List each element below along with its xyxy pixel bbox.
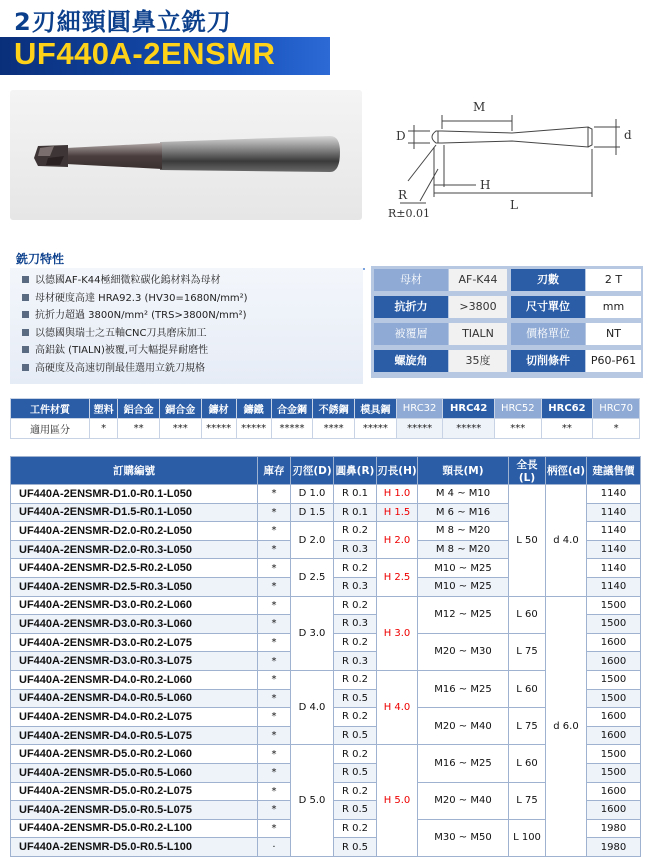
stock-cell: * — [258, 596, 291, 615]
radius-cell: R 0.3 — [334, 615, 377, 634]
overall-length-cell: L 60 — [509, 745, 546, 782]
neck-length-cell: M16 ~ M25 — [418, 745, 509, 782]
product-code: UF440A-2ENSMR-D5.0-R0.2-L060 — [11, 745, 258, 764]
product-code: UF440A-2ENSMR-D4.0-R0.5-L075 — [11, 726, 258, 745]
page-title: 2刃細頸圓鼻立銑刀 — [14, 8, 232, 36]
price-cell: 1140 — [587, 559, 641, 578]
product-code: UF440A-2ENSMR-D4.0-R0.2-L075 — [11, 708, 258, 727]
price-cell: 1980 — [587, 838, 641, 857]
price-cell: 1500 — [587, 689, 641, 708]
overall-length-cell: L 75 — [509, 633, 546, 670]
radius-cell: R 0.2 — [334, 708, 377, 727]
spec-label: 切削條件 — [511, 350, 585, 372]
dim-label-l: L — [510, 198, 518, 212]
radius-cell: R 0.1 — [334, 485, 377, 504]
material-header: 不銹鋼 — [313, 399, 355, 419]
dim-label-tolerance: R±0.01 — [388, 207, 430, 220]
material-header: 鋁合金 — [118, 399, 160, 419]
price-cell: 1500 — [587, 763, 641, 782]
price-cell: 1140 — [587, 577, 641, 596]
stock-cell: * — [258, 559, 291, 578]
feature-item: 抗折力超過 3800N/mm² (TRS>3800N/mm²) — [22, 307, 363, 325]
spec-label: 抗折力 — [374, 296, 448, 318]
material-rating: ***** — [443, 419, 495, 439]
radius-cell: R 0.2 — [334, 745, 377, 764]
flute-length-cell: H 3.0 — [377, 596, 418, 670]
material-header: HRC70 — [593, 399, 640, 419]
feature-item: 母材硬度高達 HRA92.3 (HV30=1680N/mm²) — [22, 290, 363, 308]
neck-length-cell: M20 ~ M30 — [418, 633, 509, 670]
radius-cell: R 0.1 — [334, 503, 377, 522]
end-mill-image — [10, 90, 362, 220]
material-rating: ** — [541, 419, 593, 439]
order-table — [10, 456, 641, 857]
diameter-cell: D 2.5 — [291, 559, 334, 596]
flute-length-cell: H 2.5 — [377, 559, 418, 596]
spec-value: mm — [586, 296, 641, 318]
price-cell: 1600 — [587, 633, 641, 652]
radius-cell: R 0.2 — [334, 596, 377, 615]
col-header-l: 全長(L) — [509, 457, 546, 485]
stock-cell: · — [258, 838, 291, 857]
dim-label-d: d — [624, 128, 632, 142]
dim-label-h: H — [480, 178, 491, 192]
dim-label-r: R — [398, 188, 408, 202]
material-header: HRC32 — [396, 399, 443, 419]
material-rating: ***** — [355, 419, 397, 439]
spec-value: NT — [586, 323, 641, 345]
product-code: UF440A-2ENSMR-D2.5-R0.3-L050 — [11, 577, 258, 596]
material-header-row — [11, 399, 640, 419]
radius-cell: R 0.2 — [334, 559, 377, 578]
shank-cell: d 4.0 — [546, 485, 587, 597]
stock-cell: * — [258, 726, 291, 745]
price-cell: 1500 — [587, 596, 641, 615]
material-header: 模具鋼 — [355, 399, 397, 419]
col-header-r: 圓鼻(R) — [334, 457, 377, 485]
stock-cell: * — [258, 763, 291, 782]
radius-cell: R 0.2 — [334, 670, 377, 689]
flute-length-cell: H 4.0 — [377, 670, 418, 744]
col-header-m: 頸長(M) — [418, 457, 509, 485]
overall-length-cell: L 50 — [509, 485, 546, 597]
apply-label: 適用區分 — [11, 419, 90, 439]
price-cell: 1600 — [587, 782, 641, 801]
col-header-stock: 庫存 — [258, 457, 291, 485]
feature-item: 高硬度及高速切削最佳選用立銑刀規格 — [22, 360, 363, 378]
flute-length-cell: H 5.0 — [377, 745, 418, 857]
radius-cell: R 0.2 — [334, 782, 377, 801]
radius-cell: R 0.5 — [334, 689, 377, 708]
material-rating: *** — [159, 419, 201, 439]
stock-cell: * — [258, 670, 291, 689]
material-header: 鑄鐵 — [236, 399, 271, 419]
radius-cell: R 0.3 — [334, 577, 377, 596]
spec-value: TIALN — [449, 323, 507, 345]
price-cell: 1600 — [587, 726, 641, 745]
product-code: UF440A-2ENSMR-D2.5-R0.2-L050 — [11, 559, 258, 578]
radius-cell: R 0.2 — [334, 819, 377, 838]
diameter-cell: D 3.0 — [291, 596, 334, 670]
material-rating: ***** — [271, 419, 313, 439]
stock-cell: * — [258, 503, 291, 522]
neck-length-cell: M30 ~ M50 — [418, 819, 509, 856]
overall-length-cell: L 100 — [509, 819, 546, 856]
price-cell: 1600 — [587, 801, 641, 820]
neck-length-cell: M10 ~ M25 — [418, 559, 509, 578]
material-rating: * — [90, 419, 118, 439]
technical-drawing — [370, 85, 645, 225]
diameter-cell: D 4.0 — [291, 670, 334, 744]
dim-label-m: M — [473, 100, 486, 114]
radius-cell: R 0.5 — [334, 726, 377, 745]
price-cell: 1140 — [587, 485, 641, 504]
product-code: UF440A-2ENSMR-D3.0-R0.3-L060 — [11, 615, 258, 634]
stock-cell: * — [258, 745, 291, 764]
neck-length-cell: M 8 ~ M20 — [418, 522, 509, 541]
product-code: UF440A-2ENSMR-D3.0-R0.2-L075 — [11, 633, 258, 652]
price-cell: 1500 — [587, 615, 641, 634]
price-cell: 1980 — [587, 819, 641, 838]
product-code: UF440A-2ENSMR-D5.0-R0.5-L100 — [11, 838, 258, 857]
feature-item: 以德國與瑞士之五軸CNC刀具磨床加工 — [22, 325, 363, 343]
dim-label-d-cap: D — [396, 129, 406, 143]
col-header-code: 訂購編號 — [11, 457, 258, 485]
material-rating: ***** — [396, 419, 443, 439]
overall-length-cell: L 60 — [509, 596, 546, 633]
diameter-cell: D 1.5 — [291, 503, 334, 522]
overall-length-cell: L 75 — [509, 782, 546, 819]
material-rating: **** — [313, 419, 355, 439]
product-code: UF440A-2ENSMR-D1.0-R0.1-L050 — [11, 485, 258, 504]
feature-item: 以德國AF-K44極細微粒碳化鎢材料為母材 — [22, 272, 363, 290]
spec-value: 35度 — [449, 350, 507, 372]
spec-label: 尺寸單位 — [511, 296, 585, 318]
flute-length-cell: H 1.5 — [377, 503, 418, 522]
spec-value: P60-P61 — [586, 350, 641, 372]
features-list — [10, 268, 363, 377]
material-header: 塑料 — [90, 399, 118, 419]
radius-cell: R 0.3 — [334, 652, 377, 671]
material-rating: ***** — [201, 419, 236, 439]
col-header-d: 刃徑(D) — [291, 457, 334, 485]
radius-cell: R 0.5 — [334, 763, 377, 782]
col-header-shank: 柄徑(d) — [546, 457, 587, 485]
product-photo — [10, 90, 362, 220]
material-table — [10, 398, 640, 439]
product-code: UF440A-2ENSMR-D3.0-R0.3-L075 — [11, 652, 258, 671]
product-code: UF440A-2ENSMR-D3.0-R0.2-L060 — [11, 596, 258, 615]
flute-length-cell: H 2.0 — [377, 522, 418, 559]
material-header: HRC62 — [541, 399, 593, 419]
radius-cell: R 0.5 — [334, 801, 377, 820]
features-box — [10, 268, 363, 384]
material-header: HRC42 — [443, 399, 495, 419]
neck-length-cell: M12 ~ M25 — [418, 596, 509, 633]
price-cell: 1140 — [587, 522, 641, 541]
spec-value: AF-K44 — [449, 269, 507, 291]
product-code: UF440A-2ENSMR-D5.0-R0.2-L075 — [11, 782, 258, 801]
product-code: UF440A-2ENSMR-D1.5-R0.1-L050 — [11, 503, 258, 522]
neck-length-cell: M 6 ~ M16 — [418, 503, 509, 522]
table-row — [11, 596, 641, 615]
stock-cell: * — [258, 652, 291, 671]
spec-label: 母材 — [374, 269, 448, 291]
spec-label: 價格單位 — [511, 323, 585, 345]
neck-length-cell: M16 ~ M25 — [418, 670, 509, 707]
feature-item: 高鋁鈦 (TIALN)被覆,可大幅提昇耐磨性 — [22, 342, 363, 360]
product-code: UF440A-2ENSMR-D2.0-R0.3-L050 — [11, 540, 258, 559]
material-rating: * — [593, 419, 640, 439]
features-heading — [10, 246, 365, 270]
material-header: 銅合金 — [159, 399, 201, 419]
material-header: 合金鋼 — [271, 399, 313, 419]
spec-label: 被覆層 — [374, 323, 448, 345]
stock-cell: * — [258, 801, 291, 820]
col-header-h: 刃長(H) — [377, 457, 418, 485]
spec-label: 刃數 — [511, 269, 585, 291]
stock-cell: * — [258, 540, 291, 559]
diameter-cell: D 5.0 — [291, 745, 334, 857]
stock-cell: * — [258, 819, 291, 838]
stock-cell: * — [258, 615, 291, 634]
product-code: UF440A-2ENSMR-D4.0-R0.2-L060 — [11, 670, 258, 689]
stock-cell: * — [258, 782, 291, 801]
stock-cell: * — [258, 689, 291, 708]
price-cell: 1500 — [587, 745, 641, 764]
radius-cell: R 0.2 — [334, 522, 377, 541]
price-cell: 1600 — [587, 708, 641, 727]
material-row-label: 工件材質 — [11, 399, 90, 419]
material-rating: *** — [494, 419, 541, 439]
neck-length-cell: M20 ~ M40 — [418, 708, 509, 745]
features-heading-text: 銑刀特性 — [16, 252, 65, 266]
stock-cell: * — [258, 633, 291, 652]
overall-length-cell: L 60 — [509, 670, 546, 707]
price-cell: 1500 — [587, 670, 641, 689]
table-row — [11, 485, 641, 504]
radius-cell: R 0.2 — [334, 633, 377, 652]
spec-table — [371, 266, 643, 378]
product-code: UF440A-2ENSMR-D5.0-R0.2-L100 — [11, 819, 258, 838]
material-header: HRC52 — [494, 399, 541, 419]
material-rating: ***** — [236, 419, 271, 439]
stock-cell: * — [258, 522, 291, 541]
spec-value: 2 T — [586, 269, 641, 291]
stock-cell: * — [258, 485, 291, 504]
flute-length-cell: H 1.0 — [377, 485, 418, 504]
neck-length-cell: M 4 ~ M10 — [418, 485, 509, 504]
spec-label: 螺旋角 — [374, 350, 448, 372]
order-header-row — [11, 457, 641, 485]
neck-length-cell: M10 ~ M25 — [418, 577, 509, 596]
product-code: UF440A-2ENSMR-D5.0-R0.5-L075 — [11, 801, 258, 820]
material-header: 鑄材 — [201, 399, 236, 419]
model-number: UF440A-2ENSMR — [14, 36, 276, 71]
spec-value: >3800 — [449, 296, 507, 318]
product-code: UF440A-2ENSMR-D2.0-R0.2-L050 — [11, 522, 258, 541]
price-cell: 1140 — [587, 540, 641, 559]
price-cell: 1140 — [587, 503, 641, 522]
shank-cell: d 6.0 — [546, 596, 587, 856]
diameter-cell: D 2.0 — [291, 522, 334, 559]
product-code: UF440A-2ENSMR-D4.0-R0.5-L060 — [11, 689, 258, 708]
neck-length-cell: M20 ~ M40 — [418, 782, 509, 819]
stock-cell: * — [258, 577, 291, 596]
neck-length-cell: M 8 ~ M20 — [418, 540, 509, 559]
col-header-price: 建議售價 — [587, 457, 641, 485]
price-cell: 1600 — [587, 652, 641, 671]
product-code: UF440A-2ENSMR-D5.0-R0.5-L060 — [11, 763, 258, 782]
material-rating-row — [11, 419, 640, 439]
overall-length-cell: L 75 — [509, 708, 546, 745]
material-rating: ** — [118, 419, 160, 439]
diameter-cell: D 1.0 — [291, 485, 334, 504]
radius-cell: R 0.5 — [334, 838, 377, 857]
stock-cell: * — [258, 708, 291, 727]
radius-cell: R 0.3 — [334, 540, 377, 559]
